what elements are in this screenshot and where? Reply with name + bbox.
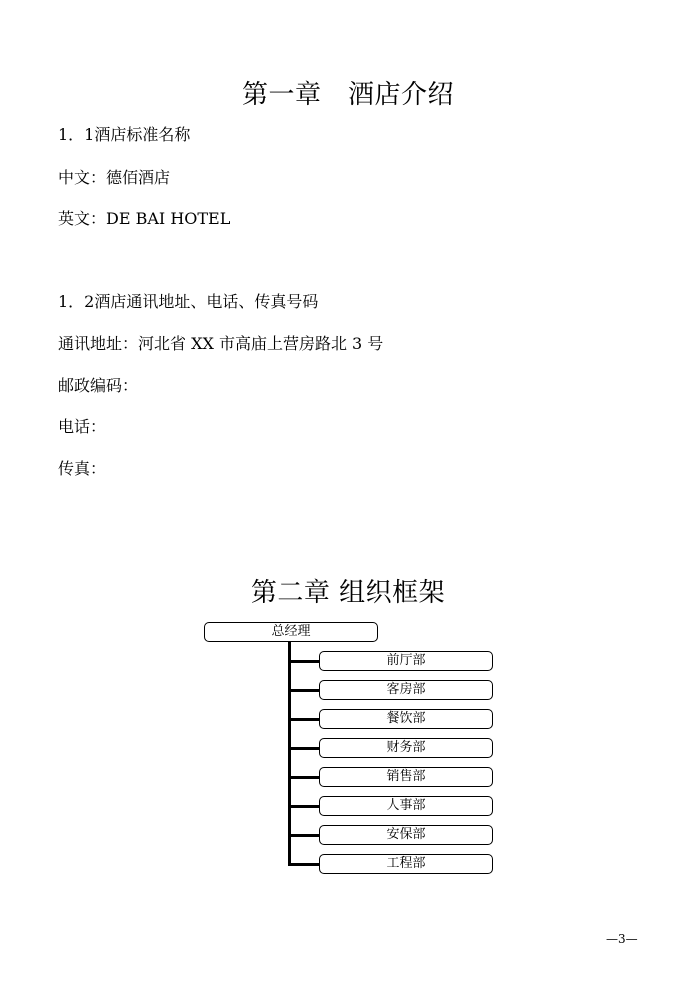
fax-label: 传真： (58, 459, 107, 478)
org-branch-line (288, 863, 320, 866)
org-branch-line (288, 747, 320, 750)
mailing-address: 通讯地址：河北省 XX 市高庙上营房路北 3 号 (58, 334, 384, 353)
org-department-box: 前厅部 (319, 651, 493, 671)
org-branch-line (288, 718, 320, 721)
org-branch-line (288, 805, 320, 808)
hotel-name-english: 英文：DE BAI HOTEL (58, 209, 231, 228)
org-department-box: 餐饮部 (319, 709, 493, 729)
org-department-box: 安保部 (319, 825, 493, 845)
chapter-2-title: 第二章 组织框架 (250, 578, 446, 608)
section-1-1-heading: 1．1酒店标准名称 (58, 125, 191, 144)
org-department-box: 工程部 (319, 854, 493, 874)
chapter-1-title: 第一章 酒店介绍 (241, 80, 454, 110)
org-department-box: 人事部 (319, 796, 493, 816)
org-department-box: 销售部 (319, 767, 493, 787)
org-branch-line (288, 689, 320, 692)
org-branch-line (288, 834, 320, 837)
hotel-name-chinese: 中文：德佰酒店 (58, 168, 171, 187)
org-trunk-line (288, 641, 291, 863)
org-department-box: 财务部 (319, 738, 493, 758)
org-department-box: 客房部 (319, 680, 493, 700)
phone-label: 电话： (58, 417, 107, 436)
page-number: —3— (606, 932, 638, 946)
section-1-2-heading: 1．2酒店通讯地址、电话、传真号码 (58, 292, 319, 311)
org-branch-line (288, 776, 320, 779)
org-branch-line (288, 660, 320, 663)
postcode-label: 邮政编码： (58, 376, 139, 395)
org-root-general-manager: 总经理 (204, 622, 378, 642)
